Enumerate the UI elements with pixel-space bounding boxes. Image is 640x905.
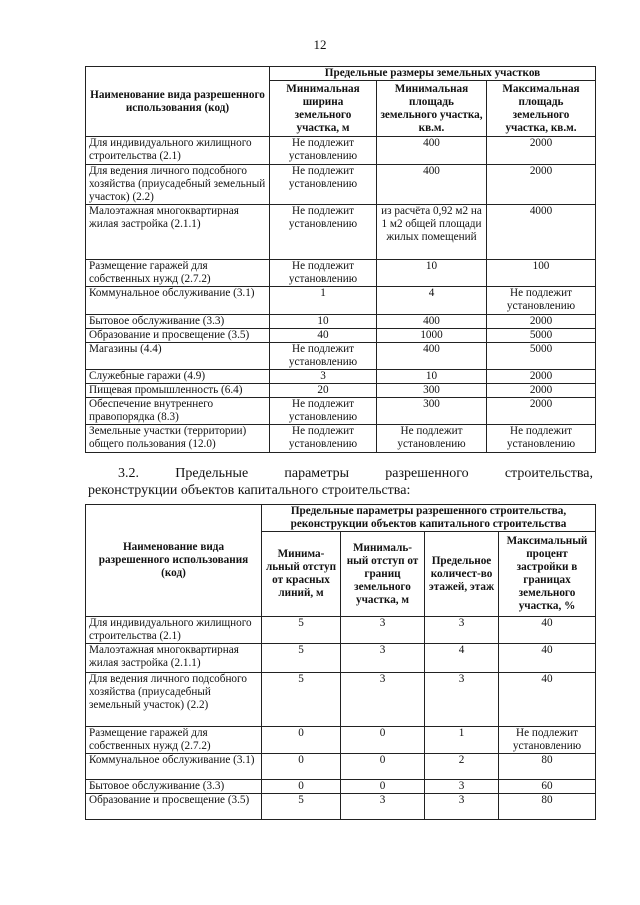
table-cell-value: Не подлежит установлению	[270, 398, 377, 425]
table-cell-value: 4000	[487, 205, 596, 260]
table-cell-name: Коммунальное обслуживание (3.1)	[86, 754, 262, 780]
table-cell-value: 10	[377, 260, 487, 287]
table-cell-value: 100	[487, 260, 596, 287]
section-number: 3.2.	[118, 466, 139, 481]
table1-header-name: Наименование вида разрешенного использования (код)	[86, 67, 270, 137]
table-cell-value: Не подлежит установлению	[270, 343, 377, 370]
table-cell-value: 20	[270, 384, 377, 398]
table-cell-name: Бытовое обслуживание (3.3)	[86, 315, 270, 329]
table-cell-value: 3	[425, 780, 499, 794]
land-plot-size-table	[85, 66, 596, 453]
table-row	[86, 370, 596, 384]
table-cell-value: Не подлежит установлению	[499, 727, 596, 754]
section-word: Предельные	[175, 466, 249, 481]
table2-col-max-coverage: Максимальный процент застройки в границах земельного участка, %	[499, 532, 596, 617]
table2-header-group: Предельные параметры разрешенного строительства, реконструкции объектов капитального строительства	[262, 505, 596, 532]
table-cell-value: 80	[499, 794, 596, 820]
table-row	[86, 205, 596, 260]
table-cell-name: Служебные гаражи (4.9)	[86, 370, 270, 384]
table-row	[86, 425, 596, 453]
table-cell-value: 5	[262, 617, 341, 644]
table-cell-name: Земельные участки (территории) общего пользования (12.0)	[86, 425, 270, 453]
table-cell-value: Не подлежит установлению	[487, 425, 596, 453]
table-row	[86, 673, 596, 727]
page-number: 12	[313, 37, 327, 52]
table-cell-value: 0	[341, 754, 425, 780]
table-cell-value: 300	[377, 398, 487, 425]
table-cell-value: Не подлежит установлению	[270, 205, 377, 260]
table-cell-value: 5	[262, 644, 341, 673]
table-cell-name: Для индивидуального жилищного строительства (2.1)	[86, 137, 270, 165]
table-cell-value: 5	[262, 673, 341, 727]
table-cell-value: 3	[425, 617, 499, 644]
table-cell-name: Магазины (4.4)	[86, 343, 270, 370]
table-cell-value: 40	[499, 644, 596, 673]
table-row	[86, 780, 596, 794]
table-cell-value: 5	[262, 794, 341, 820]
table-cell-value: 1	[270, 287, 377, 315]
table-cell-name: Для индивидуального жилищного строительства (2.1)	[86, 617, 262, 644]
table1-col-max-area: Максимальная площадь земельного участка, кв.м.	[487, 81, 596, 137]
table-row	[86, 644, 596, 673]
table-cell-value: 400	[377, 165, 487, 205]
table-row	[86, 329, 596, 343]
table-row	[86, 260, 596, 287]
table-cell-name: Для ведения личного подсобного хозяйства (приусадебный земельный участок) (2.2)	[86, 673, 262, 727]
table-cell-value: 300	[377, 384, 487, 398]
table-cell-value: 0	[262, 727, 341, 754]
table-cell-value: Не подлежит установлению	[270, 425, 377, 453]
table-cell-name: Бытовое обслуживание (3.3)	[86, 780, 262, 794]
table-cell-value: 3	[270, 370, 377, 384]
table-row	[86, 398, 596, 425]
table-cell-value: 1	[425, 727, 499, 754]
section-word: строительства,	[504, 466, 593, 481]
table-row	[86, 287, 596, 315]
table2-col-floors: Предельное количест-во этажей, этаж	[425, 532, 499, 617]
table-row	[86, 794, 596, 820]
table-cell-name: Для ведения личного подсобного хозяйства (приусадебный земельный участок) (2.2)	[86, 165, 270, 205]
table-cell-value: 400	[377, 137, 487, 165]
table-cell-value: 0	[262, 754, 341, 780]
table-cell-value: 2	[425, 754, 499, 780]
table-cell-value: 0	[341, 727, 425, 754]
table-row	[86, 315, 596, 329]
table-row	[86, 384, 596, 398]
table-cell-value: 1000	[377, 329, 487, 343]
table-cell-value: Не подлежит установлению	[487, 287, 596, 315]
table-cell-value: 2000	[487, 384, 596, 398]
table-cell-value: 40	[499, 673, 596, 727]
table-row	[86, 727, 596, 754]
table-cell-value: Не подлежит установлению	[270, 260, 377, 287]
table1-col-min-width: Минимальная ширина земельного участка, м	[270, 81, 377, 137]
table2-col-boundary-setback: Минималь-ный отступ от границ земельного участка, м	[341, 532, 425, 617]
table-cell-name: Образование и просвещение (3.5)	[86, 794, 262, 820]
table-cell-value: 3	[341, 673, 425, 727]
table-cell-value: 3	[425, 794, 499, 820]
table-cell-value: Не подлежит установлению	[377, 425, 487, 453]
table-cell-value: 0	[341, 780, 425, 794]
table-cell-value: 40	[270, 329, 377, 343]
table-cell-value: 400	[377, 315, 487, 329]
table-cell-name: Обеспечение внутреннего правопорядка (8.3)	[86, 398, 270, 425]
table1-header-group: Предельные размеры земельных участков	[270, 67, 596, 81]
table-cell-name: Пищевая промышленность (6.4)	[86, 384, 270, 398]
table-cell-value: 2000	[487, 398, 596, 425]
table-cell-value: 10	[270, 315, 377, 329]
section-word: параметры	[284, 466, 350, 481]
table-cell-value: 3	[341, 794, 425, 820]
table1-col-min-area: Минимальная площадь земельного участка, кв.м.	[377, 81, 487, 137]
table-cell-value: 2000	[487, 165, 596, 205]
construction-parameters-table	[85, 504, 596, 820]
table2-col-red-line-setback: Минима-льный отступ от красных линий, м	[262, 532, 341, 617]
table-cell-value: 3	[341, 644, 425, 673]
table-cell-value: 4	[425, 644, 499, 673]
table-row	[86, 754, 596, 780]
table-row	[86, 137, 596, 165]
table-cell-value: 3	[341, 617, 425, 644]
table-cell-value: 40	[499, 617, 596, 644]
table-row	[86, 343, 596, 370]
table-cell-value: Не подлежит установлению	[270, 137, 377, 165]
table-cell-name: Малоэтажная многоквартирная жилая застройка (2.1.1)	[86, 205, 270, 260]
table-cell-value: 5000	[487, 329, 596, 343]
section-word: разрешенного	[385, 466, 469, 481]
table-cell-value: 4	[377, 287, 487, 315]
table-cell-value: 5000	[487, 343, 596, 370]
table-cell-value: 60	[499, 780, 596, 794]
table-cell-value: 400	[377, 343, 487, 370]
table-cell-value: 80	[499, 754, 596, 780]
table-cell-value: 2000	[487, 315, 596, 329]
table-cell-name: Коммунальное обслуживание (3.1)	[86, 287, 270, 315]
table-row	[86, 165, 596, 205]
table2-header-name: Наименование вида разрешенного использования (код)	[86, 505, 262, 617]
table-cell-value: 2000	[487, 370, 596, 384]
table-row	[86, 617, 596, 644]
table-cell-value: 10	[377, 370, 487, 384]
table-cell-name: Малоэтажная многоквартирная жилая застройка (2.1.1)	[86, 644, 262, 673]
table-cell-value: Не подлежит установлению	[270, 165, 377, 205]
table-cell-name: Размещение гаражей для собственных нужд (2.7.2)	[86, 260, 270, 287]
section-line2: реконструкции объектов капитального строительства:	[88, 483, 411, 498]
table-cell-value: из расчёта 0,92 м2 на 1 м2 общей площади жилых помещений	[377, 205, 487, 260]
table-cell-value: 3	[425, 673, 499, 727]
table-cell-name: Образование и просвещение (3.5)	[86, 329, 270, 343]
table-cell-value: 0	[262, 780, 341, 794]
table-cell-value: 2000	[487, 137, 596, 165]
section-heading	[88, 465, 593, 499]
table-cell-name: Размещение гаражей для собственных нужд (2.7.2)	[86, 727, 262, 754]
